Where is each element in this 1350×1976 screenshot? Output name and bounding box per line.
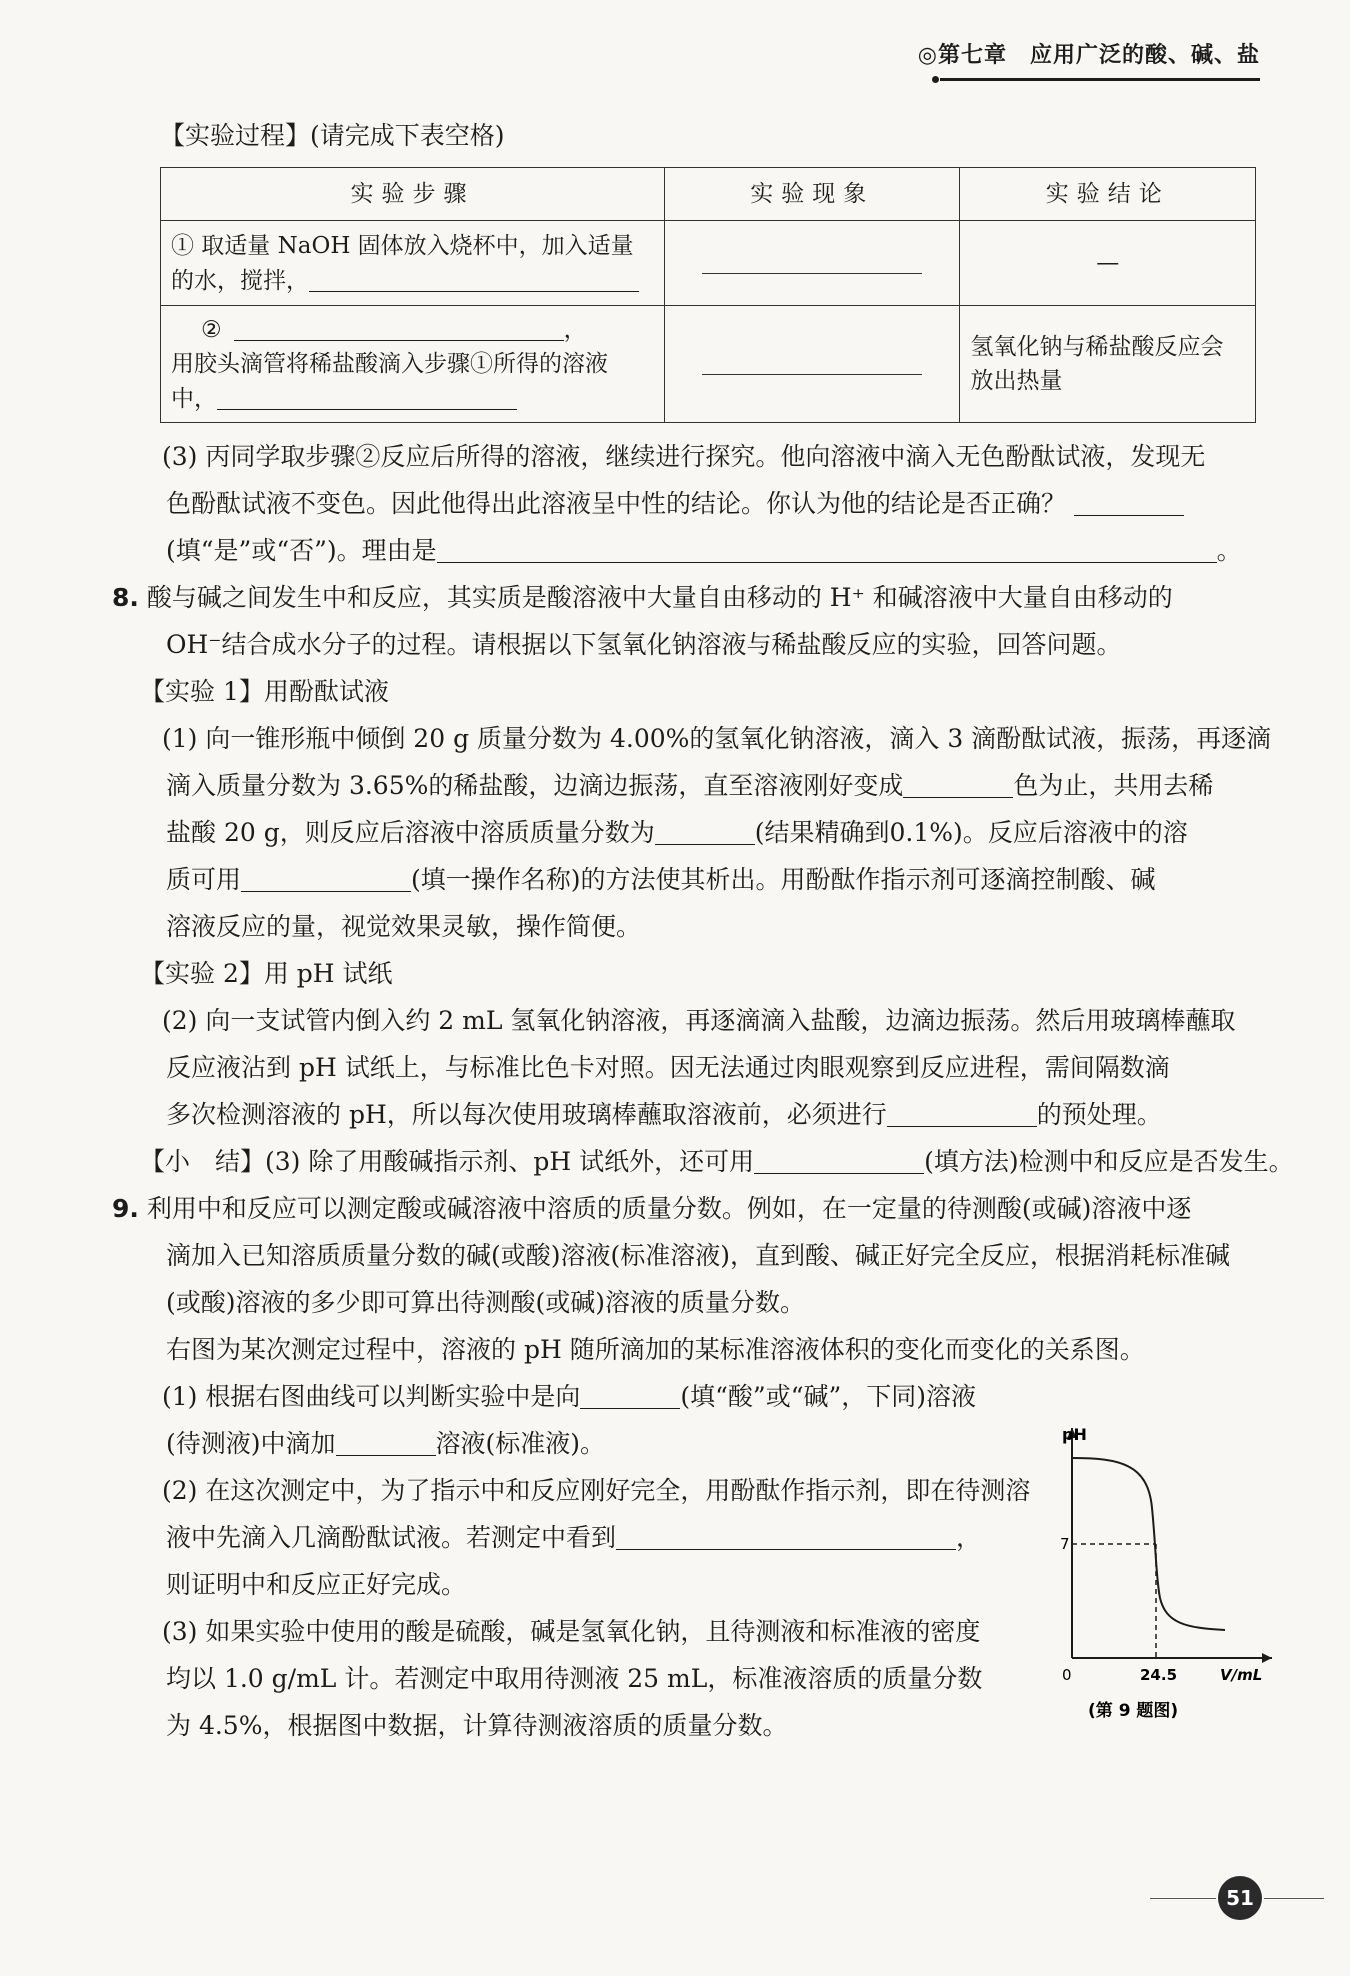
- q8-p1-line2: [112, 762, 1262, 809]
- q8-p1-line3: [112, 809, 1262, 856]
- q9-p2-line2-text: 液中先滴入几滴酚酞试液。若测定中看到: [166, 1523, 617, 1552]
- q9-line4: 右图为某次测定过程中，溶液的 pH 随所滴加的某标准溶液体积的变化而变化的关系图。: [166, 1335, 1145, 1364]
- q8-exp1-title: 【实验 1】用酚酞试液: [140, 677, 389, 706]
- q8-p1-line1: (1) 向一锥形瓶中倾倒 20 g 质量分数为 4.00%的氢氧化钠溶液，滴入 3 滴酚酞试液，振荡，再逐滴: [162, 724, 1272, 753]
- table-row: [161, 306, 1256, 423]
- q8-p1-line4: [112, 856, 1262, 903]
- q8-number: 8.: [112, 583, 139, 612]
- q7-3-line3: [112, 527, 1262, 574]
- q8-p1-line5: 溶液反应的量，视觉效果灵敏，操作简便。: [166, 912, 642, 941]
- q8-blank-color[interactable]: [903, 769, 1013, 798]
- q9-blank-acidbase2[interactable]: [336, 1427, 436, 1456]
- q8-p1-line4-text: 质可用: [166, 865, 242, 894]
- q9-p3-line3: 为 4.5%，根据图中数据，计算待测液溶质的质量分数。: [166, 1711, 788, 1740]
- q9-line1-text: 利用中和反应可以测定酸或碱溶液中溶质的质量分数。例如，在一定量的待测酸(或碱)溶液中逐: [146, 1194, 1192, 1223]
- q9-p1-line2-end: 溶液(标准液)。: [435, 1429, 606, 1458]
- q9-line3: (或酸)溶液的多少即可算出待测酸(或碱)溶液的质量分数。: [166, 1288, 806, 1317]
- q8-p2-line1: (2) 向一支试管内倒入约 2 mL 氢氧化钠溶液，再逐滴滴入盐酸，边滴边振荡。然后用玻璃棒蘸取: [162, 1006, 1236, 1035]
- q9-p1-line1-text: (1) 根据右图曲线可以判断实验中是向: [162, 1382, 581, 1411]
- chapter-header: ◎第七章 应用广泛的酸、碱、盐: [917, 43, 1260, 68]
- q8-blank-method[interactable]: [754, 1145, 924, 1174]
- section-title: 【实验过程】(请完成下表空格): [160, 121, 505, 150]
- q7-3-blank1[interactable]: [1074, 487, 1184, 516]
- graph-caption: (第 9 题图): [1088, 1701, 1179, 1721]
- q8-p1-line3-text: 盐酸 20 g，则反应后溶液中溶质质量分数为: [166, 818, 655, 847]
- origin-label: 0: [1062, 1666, 1072, 1684]
- header-rule-dot: [932, 76, 939, 83]
- q7-3-line2-text: 色酚酞试液不变色。因此他得出此溶液呈中性的结论。你认为他的结论是否正确？: [166, 489, 1067, 518]
- q9-p2-line1: (2) 在这次测定中，为了指示中和反应刚好完全，用酚酞作指示剂，即在待测溶: [162, 1476, 1031, 1505]
- header-rule: [940, 78, 1260, 81]
- q8-exp2-title: 【实验 2】用 pH 试纸: [140, 959, 393, 988]
- table-header-conclusion: 实验结论: [960, 168, 1256, 221]
- q9-p2-line3: 则证明中和反应正好完成。: [166, 1570, 467, 1599]
- page-number-line-left: [1150, 1898, 1216, 1899]
- table-cell-phenomenon1[interactable]: [664, 221, 960, 306]
- q7-3-line3-end: 。: [1216, 536, 1242, 565]
- q9-p3-line2: 均以 1.0 g/mL 计。若测定中取用待测液 25 mL，标准液溶质的质量分数: [166, 1664, 983, 1693]
- q8-line2: OH⁻结合成水分子的过程。请根据以下氢氧化钠溶液与稀盐酸反应的实验，回答问题。: [166, 630, 1122, 659]
- q7-3-line1: (3) 丙同学取步骤②反应后所得的溶液，继续进行探究。他向溶液中滴入无色酚酞试液，发现无: [162, 442, 1206, 471]
- q8-summary-end: (填方法)检测中和反应是否发生。: [924, 1147, 1294, 1176]
- q8-blank-fraction[interactable]: [655, 816, 755, 845]
- y-tick-7: 7: [1060, 1535, 1070, 1553]
- q9-p3-line1: (3) 如果实验中使用的酸是硫酸，碱是氢氧化钠，且待测液和标准液的密度: [162, 1617, 981, 1646]
- q8-p2-line3: [112, 1091, 1262, 1138]
- step2-blank[interactable]: [234, 312, 564, 341]
- x-axis-arrow: [1262, 1653, 1272, 1663]
- q8-p1-line2-end: 色为止，共用去稀: [1013, 771, 1214, 800]
- step1-text: ① 取适量 NaOH 固体放入烧杯中，加入适量的水，搅拌，: [171, 232, 634, 294]
- ph-titration-graph: [1060, 1418, 1280, 1728]
- q7-3-line2: [112, 480, 1262, 527]
- q9-line2: 滴加入已知溶质质量分数的碱(或酸)溶液(标准溶液)，直到酸、碱正好完全反应，根据消耗标准碱: [166, 1241, 1231, 1270]
- q8-p2-line3-end: 的预处理。: [1036, 1100, 1162, 1129]
- table-cell-conclusion1: —: [960, 221, 1256, 306]
- step2-num: ②: [201, 317, 222, 343]
- page-number: 51: [1218, 1876, 1262, 1920]
- table-header-step: 实验步骤: [161, 168, 665, 221]
- step2-text: 用胶头滴管将稀盐酸滴入步骤①所得的溶液中，: [171, 351, 608, 412]
- q8-p1-line2-text: 滴入质量分数为 3.65%的稀盐酸，边滴边振荡，直至溶液刚好变成: [166, 771, 904, 800]
- table-cell-step2: ② ， 用胶头滴管将稀盐酸滴入步骤①所得的溶液中，: [161, 306, 665, 423]
- experiment-table: [160, 167, 1256, 423]
- q8-p2-line2: 反应液沾到 pH 试纸上，与标准比色卡对照。因无法通过肉眼观察到反应进程，需间隔数滴: [166, 1053, 1170, 1082]
- q8-summary-text: 【小 结】(3) 除了用酸碱指示剂、pH 试纸外，还可用: [140, 1147, 755, 1176]
- q9-p1-line1: [112, 1373, 1262, 1420]
- q7-3-blank2[interactable]: [437, 534, 1217, 563]
- q9-number: 9.: [112, 1194, 139, 1223]
- q8-summary: [112, 1138, 1294, 1185]
- q9-line1: [112, 1185, 1262, 1232]
- q9-blank-acidbase1[interactable]: [580, 1380, 680, 1409]
- q9-p2-line2-end: ，: [956, 1523, 982, 1552]
- ph-graph-svg: [1060, 1418, 1280, 1728]
- x-tick-24-5: 24.5: [1140, 1666, 1178, 1684]
- table-row: [161, 221, 1256, 306]
- table-cell-step1: [161, 221, 665, 306]
- table-header-phenomenon: 实验现象: [664, 168, 960, 221]
- q8-blank-operation[interactable]: [241, 863, 411, 892]
- phenomenon1-blank[interactable]: [702, 253, 922, 274]
- q8-p1-line3-end: (结果精确到0.1%)。反应后溶液中的溶: [754, 818, 1188, 847]
- step2-blank-b[interactable]: [217, 381, 517, 410]
- q8-p2-line3-text: 多次检测溶液的 pH，所以每次使用玻璃棒蘸取溶液前，必须进行: [166, 1100, 887, 1129]
- q7-3-line3-text: (填“是”或“否”)。理由是: [166, 536, 437, 565]
- q9-p1-line2-text: (待测液)中滴加: [166, 1429, 336, 1458]
- step1-blank[interactable]: [309, 263, 639, 292]
- q8-p1-line4-end: (填一操作名称)的方法使其析出。用酚酞作指示剂可逐滴控制酸、碱: [411, 865, 1156, 894]
- page-number-line-right: [1264, 1898, 1324, 1899]
- table-cell-phenomenon2[interactable]: [664, 306, 960, 423]
- q9-p1-line1-end: (填“酸”或“碱”，下同)溶液: [680, 1382, 977, 1411]
- q8-line1-text: 酸与碱之间发生中和反应，其实质是酸溶液中大量自由移动的 H⁺ 和碱溶液中大量自由移动的: [146, 583, 1173, 612]
- x-axis-label: V/mL: [1220, 1666, 1263, 1684]
- phenomenon2-blank[interactable]: [702, 354, 922, 375]
- q8-blank-pretreat[interactable]: [887, 1098, 1037, 1127]
- y-axis-label: pH: [1062, 1425, 1087, 1444]
- table-cell-conclusion2: 氢氧化钠与稀盐酸反应会放出热量: [960, 306, 1256, 423]
- q9-blank-observation[interactable]: [616, 1521, 956, 1550]
- q8-line1: [112, 574, 1262, 621]
